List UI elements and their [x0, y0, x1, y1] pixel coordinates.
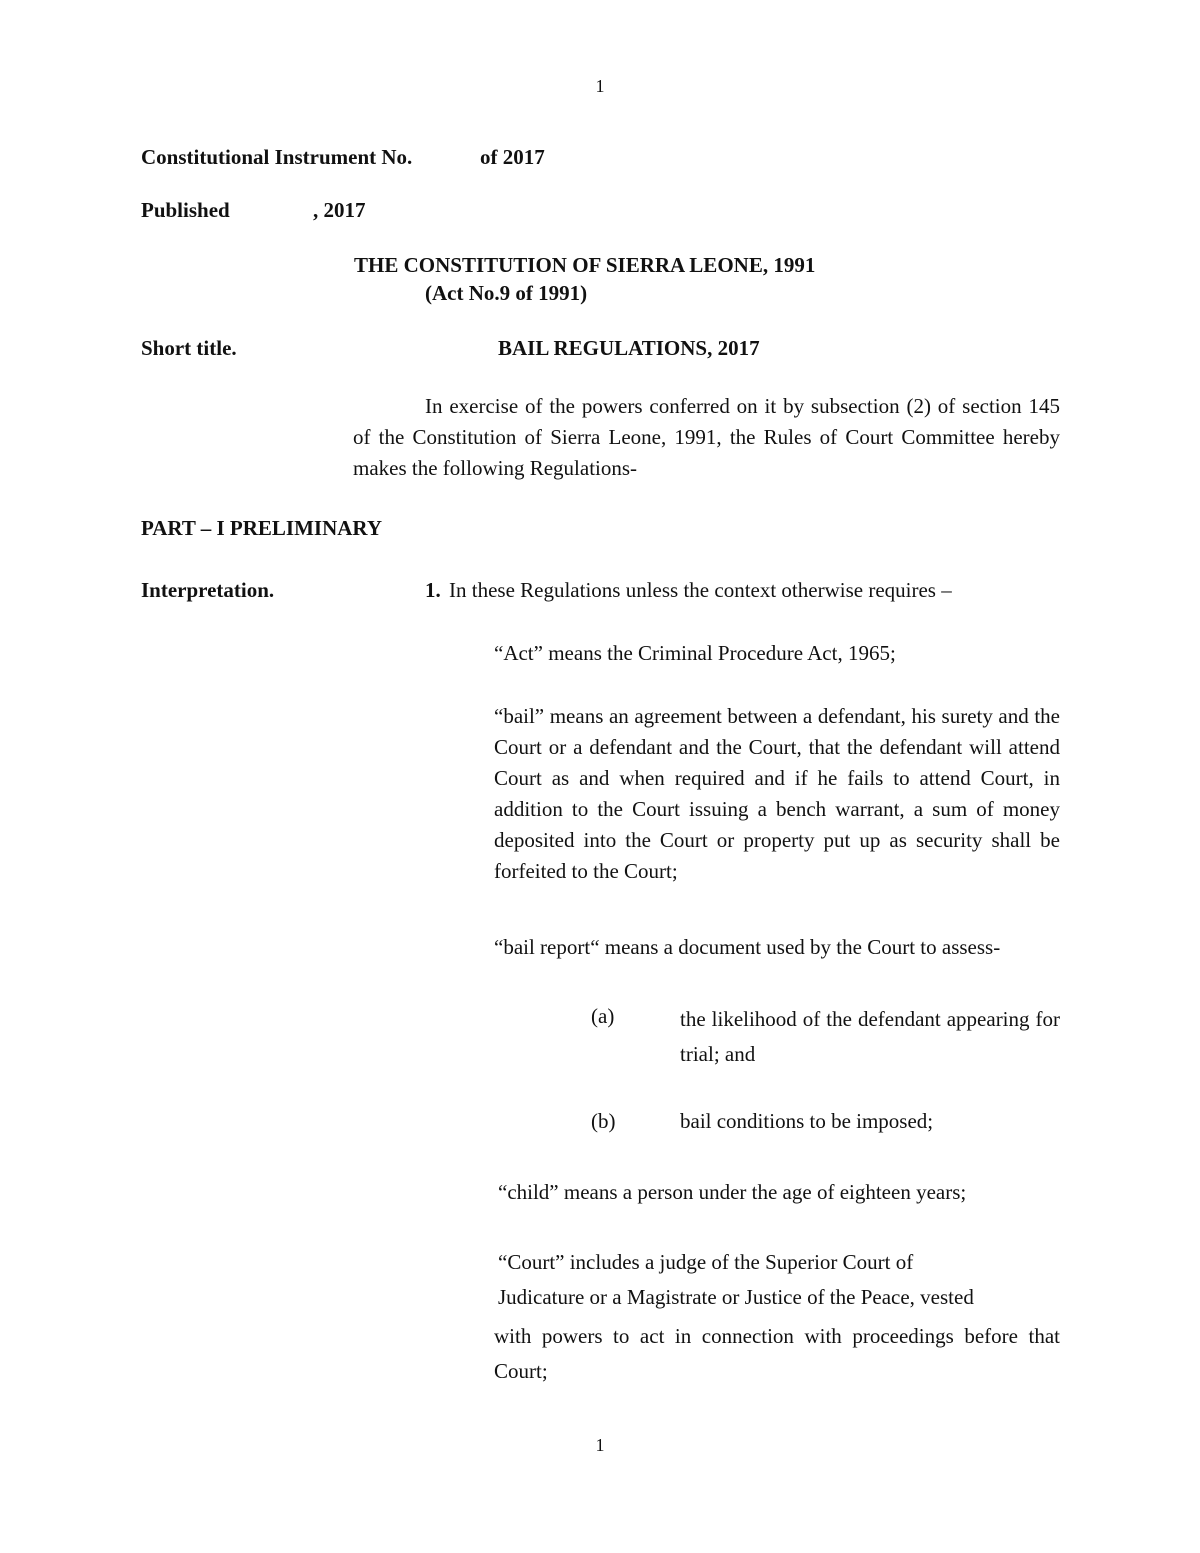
preamble-paragraph: In exercise of the powers conferred on it by subsection (2) of section 145 of the Constitution of Sierra Leone, 1991, the Rules of Court Committee hereby makes the following Regulations- — [353, 394, 1060, 480]
item-a-label: (a) — [591, 1004, 615, 1028]
short-title-label: Short title. — [141, 336, 237, 360]
definition-act: “Act” means the Criminal Procedure Act, 1965; — [494, 641, 896, 665]
definition-court-line-2: Judicature or a Magistrate or Justice of the Peace, vested — [498, 1285, 974, 1309]
act-reference: (Act No.9 of 1991) — [425, 281, 588, 305]
published-year: , 2017 — [313, 198, 366, 222]
instrument-number-label: Constitutional Instrument No. — [141, 145, 413, 169]
definition-court-rest: with powers to act in connection with proceedings before that Court; — [494, 1324, 1060, 1383]
definition-court-line-1: “Court” includes a judge of the Superior Court of — [498, 1250, 914, 1274]
definition-bail: “bail” means an agreement between a defendant, his surety and the Court or a defendant and the Court, that the defendant will attend Court as and when required and if he fails to attend Court, in addition to the Court issuing a bench warrant, a sum of money deposited into the Court or property put up as security shall be forfeited to the Court; — [494, 704, 1060, 883]
section-lead-text: In these Regulations unless the context otherwise requires – — [449, 578, 952, 602]
instrument-year: of 2017 — [480, 145, 545, 169]
item-a-text: the likelihood of the defendant appearing for trial; and — [680, 1007, 1060, 1066]
definition-bail-report: “bail report“ means a document used by the Court to assess- — [494, 935, 1001, 959]
interpretation-margin-note: Interpretation. — [141, 578, 275, 602]
definition-child: “child” means a person under the age of eighteen years; — [498, 1180, 967, 1204]
section-number: 1. — [425, 578, 441, 602]
header-page-number: 1 — [595, 76, 605, 96]
constitution-title: THE CONSTITUTION OF SIERRA LEONE, 1991 — [354, 253, 816, 277]
published-label: Published — [141, 198, 230, 222]
part-heading: PART – I PRELIMINARY — [141, 516, 383, 540]
item-b-text: bail conditions to be imposed; — [680, 1109, 934, 1133]
footer-page-number: 1 — [595, 1435, 605, 1455]
regulations-title: BAIL REGULATIONS, 2017 — [498, 336, 760, 360]
item-b-label: (b) — [591, 1109, 616, 1133]
